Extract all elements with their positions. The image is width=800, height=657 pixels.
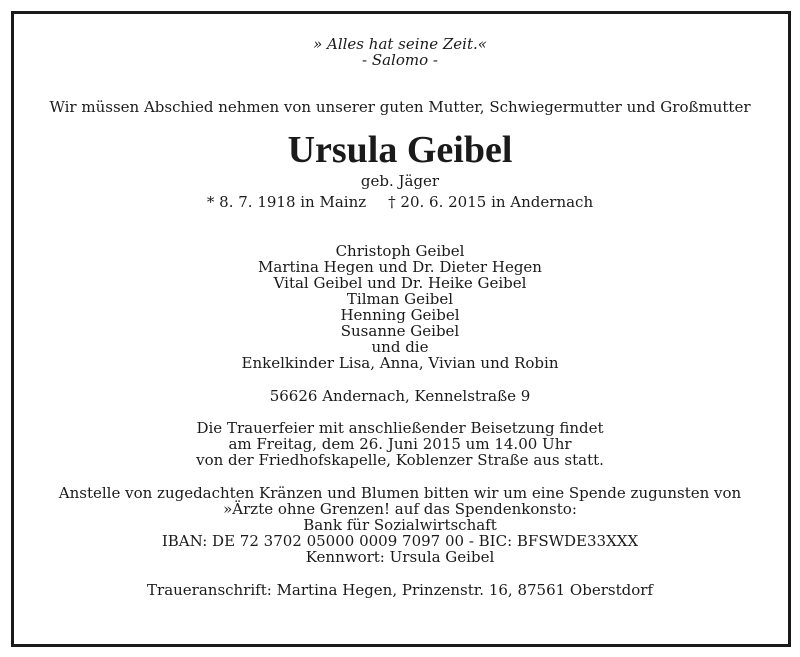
mourning-address: Traueranschrift: Martina Hegen, Prinzenstr. 16, 87561 Oberstdorf [147, 581, 653, 599]
donation-line: »Ärzte ohne Grenzen! auf das Spendenkonsto: [223, 500, 577, 518]
funeral-line: Die Trauerfeier mit anschließender Beisetzung findet [196, 419, 604, 437]
mourner-line: Christoph Geibel [335, 242, 465, 260]
donation-line: Bank für Sozialwirtschaft [303, 516, 497, 534]
funeral-line: von der Friedhofskapelle, Koblenzer Straße aus statt. [196, 451, 604, 469]
mourner-line: Susanne Geibel [340, 322, 460, 340]
mourner-line: Martina Hegen und Dr. Dieter Hegen [258, 258, 542, 276]
motto-quote: » Alles hat seine Zeit.« [313, 35, 487, 53]
mourner-line: Vital Geibel und Dr. Heike Geibel [273, 274, 527, 292]
mourner-line: und die [371, 338, 429, 356]
maiden-name: geb. Jäger [360, 172, 440, 190]
deceased-name: Ursula Geibel [287, 129, 513, 171]
life-dates [0, 194, 800, 210]
donation-line: Anstelle von zugedachten Kränzen und Blumen bitten wir um eine Spende zugunsten von [58, 484, 742, 502]
mourner-line: Tilman Geibel [346, 290, 454, 308]
donation-line: IBAN: DE 72 3702 05000 0009 7097 00 - BIC: BFSWDE33XXX [161, 532, 639, 550]
motto-source: - Salomo - [362, 51, 438, 69]
mourner-line: Henning Geibel [340, 306, 460, 324]
mourner-line: Enkelkinder Lisa, Anna, Vivian und Robin [241, 354, 559, 372]
family-address: 56626 Andernach, Kennelstraße 9 [269, 387, 531, 405]
birth-date: * 8. 7. 1918 in Mainz [206, 193, 367, 211]
intro-text: Wir müssen Abschied nehmen von unserer guten Mutter, Schwiegermutter und Großmutter [49, 98, 751, 116]
death-date: † 20. 6. 2015 in Andernach [388, 193, 594, 211]
funeral-line: am Freitag, dem 26. Juni 2015 um 14.00 Uhr [228, 435, 572, 453]
donation-line: Kennwort: Ursula Geibel [305, 548, 495, 566]
